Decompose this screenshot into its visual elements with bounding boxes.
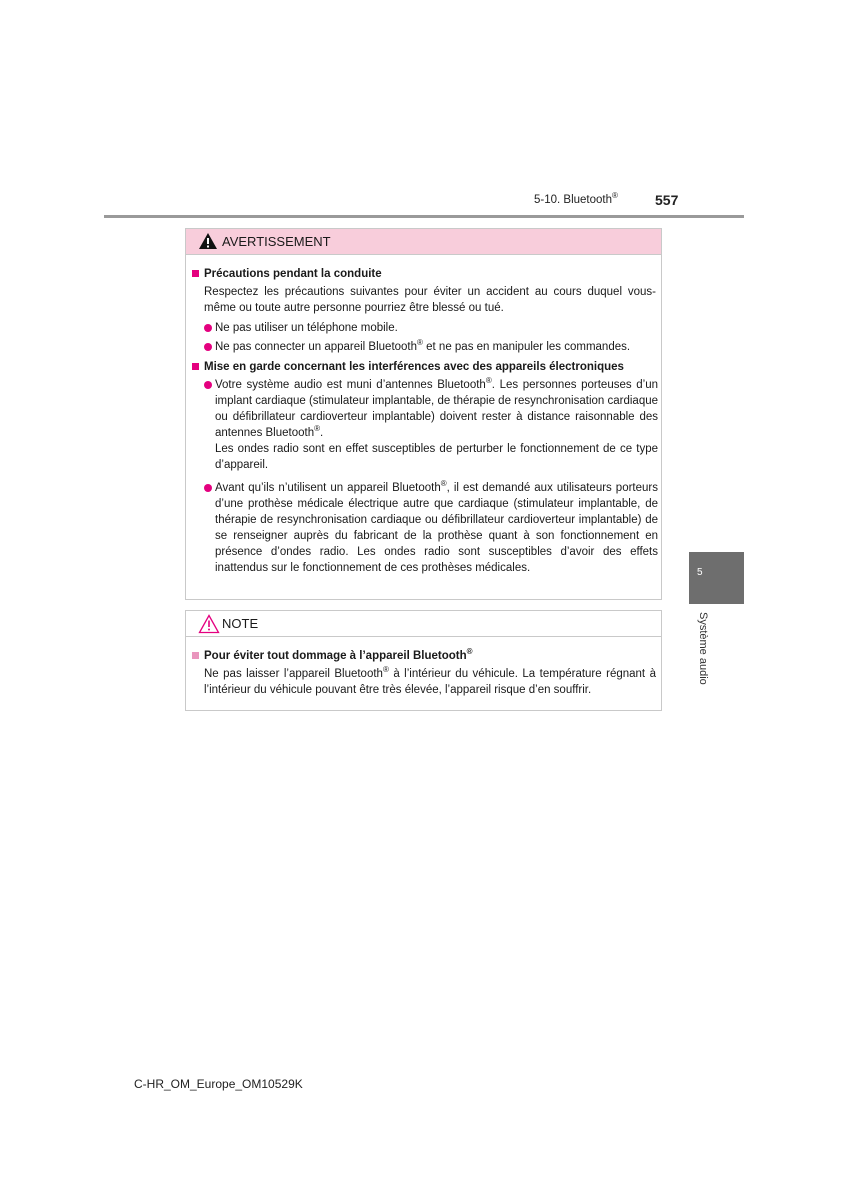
chapter-title: Système audio xyxy=(697,612,709,685)
bullet-text-part: et ne pas en manipuler les commandes. xyxy=(422,341,631,353)
section-header xyxy=(534,191,618,206)
section-intro: Respectez les précautions suivantes pour éviter un accident au cours duquel vous-même ou toute autre personne pourriez être blessé ou tué. xyxy=(204,286,656,314)
registered-mark: ® xyxy=(417,338,423,348)
warning-triangle-icon xyxy=(198,232,218,250)
bullet-item xyxy=(215,339,658,355)
registered-mark: ® xyxy=(440,479,447,489)
paragraph-part: Ne pas laisser l’appareil Bluetooth xyxy=(204,668,383,680)
note-label: NOTE xyxy=(222,616,259,631)
section-marker xyxy=(192,270,199,277)
warning-label: AVERTISSEMENT xyxy=(222,234,331,249)
section-title: Précautions pendant la conduite xyxy=(204,268,382,280)
bullet-item xyxy=(215,377,658,473)
bullet-text-part: . xyxy=(320,427,324,439)
chapter-tab xyxy=(689,552,744,604)
section-title: Mise en garde concernant les interférences avec des appareils électroniques xyxy=(204,361,624,373)
bullet-dot xyxy=(204,484,212,492)
warning-header xyxy=(186,229,661,255)
bullet-text-part: Ne pas connecter un appareil Bluetooth xyxy=(215,341,418,353)
bullet-text-part: Votre système audio est muni d’antennes Bluetooth xyxy=(215,379,486,391)
registered-mark: ® xyxy=(314,424,321,434)
section-marker xyxy=(192,363,199,370)
bullet-text-part: Les ondes radio sont en effet susceptibles de perturber le fonctionnement de ce type d’appareil. xyxy=(215,443,658,471)
bullet-text-part: . Les personnes porteuses d’un implant cardiaque (stimulateur implantable, de thérapie de resynchronisation cardiaque ou défibrillateur cardioverteur implantable) doivent rester à distance raisonnable des antennes Bluetooth xyxy=(215,379,659,439)
section-header-text: 5-10. Bluetooth xyxy=(534,194,613,206)
bullet-item xyxy=(215,480,658,576)
registered-mark: ® xyxy=(382,665,389,675)
bullet-dot xyxy=(204,381,212,389)
section-marker xyxy=(192,652,199,659)
bullet-item: Ne pas utiliser un téléphone mobile. xyxy=(215,322,398,334)
section-title xyxy=(204,648,473,664)
registered-mark: ® xyxy=(612,191,618,201)
caution-triangle-icon xyxy=(198,614,220,634)
registered-mark: ® xyxy=(466,647,473,657)
note-box xyxy=(185,610,662,711)
warning-box xyxy=(185,228,662,600)
document-code: C-HR_OM_Europe_OM10529K xyxy=(134,1077,303,1091)
bullet-dot xyxy=(204,343,212,351)
bullet-text-part: Avant qu’ils n’utilisent un appareil Bluetooth xyxy=(215,482,441,494)
section-title-text: Pour éviter tout dommage à l’appareil Bluetooth xyxy=(204,650,467,662)
chapter-number: 5 xyxy=(697,567,703,578)
page-number: 557 xyxy=(655,192,679,208)
header-divider xyxy=(104,215,744,218)
bullet-text-part: , il est demandé aux utilisateurs porteurs d’une prothèse médicale électrique autre que cardiaque (stimulateur implantable, de thérapie de resynchronisation cardiaque ou défibrillateur cardioverteur implantable) de se renseigner auprès du fabricant de la prothèse quant à son fonctionnement en présence d’ondes radio. Les ondes radio sont susceptibles d’avoir des effets inattendus sur le fonctionnement de ces prothèses médicales. xyxy=(215,482,658,574)
bullet-dot xyxy=(204,324,212,332)
note-header xyxy=(186,611,661,637)
paragraph-part: à l’intérieur du véhicule. La température régnant à l’intérieur du véhicule pouvant être très élevée, l’appareil risque d’en souffrir. xyxy=(204,668,656,696)
registered-mark: ® xyxy=(485,376,492,386)
note-paragraph xyxy=(204,666,656,698)
